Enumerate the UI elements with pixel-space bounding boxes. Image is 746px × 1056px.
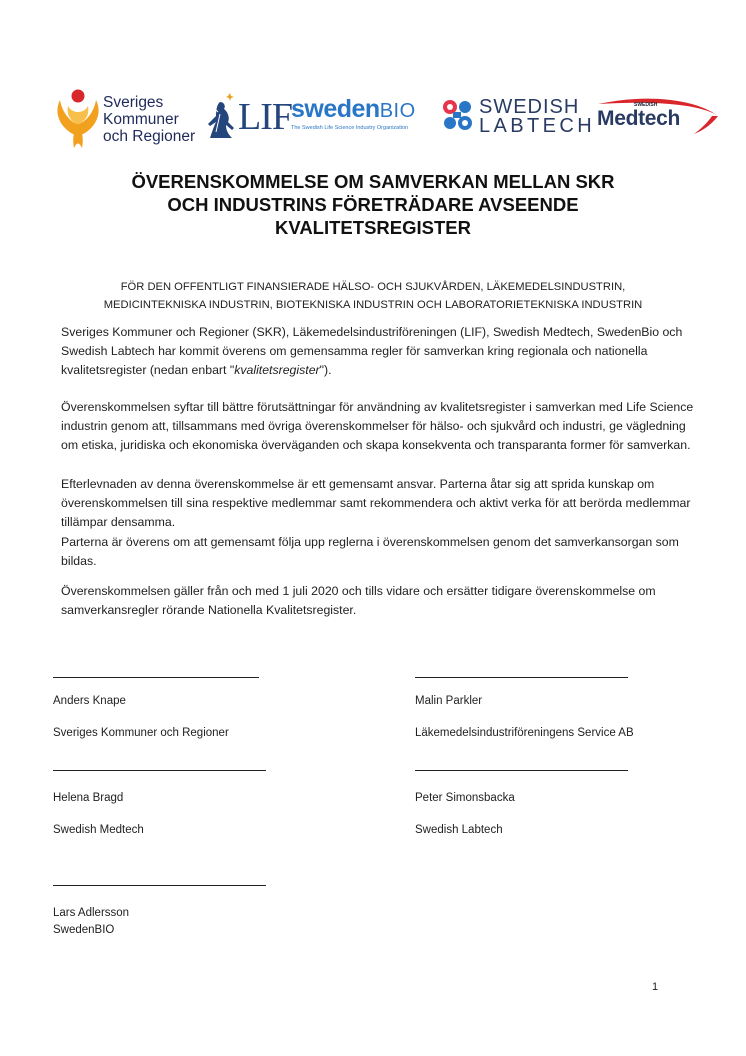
document-title	[60, 170, 686, 239]
skr-logo-line2: Kommuner	[103, 111, 179, 128]
signature-line-5	[53, 885, 266, 886]
title-line-1: ÖVERENSKOMMELSE OM SAMVERKAN MELLAN SKR	[131, 171, 615, 192]
paragraph-purpose: Överenskommelsen syftar till bättre förutsättningar för användning av kvalitetsregister i samverkan med Life Science industrin genom att, tillsammans med övriga överenskommelser för hälso- och sjukvård och industri, ge vägledning om etiska, juridiska och ekonomiska överväganden och skapa konsekventa och transparanta former för samverkan.	[61, 400, 694, 453]
signatory-org-5: SwedenBIO	[53, 924, 115, 936]
signature-line-1	[53, 677, 259, 678]
page-number: 1	[652, 981, 659, 993]
signatory-name-4: Peter Simonsbacka	[415, 792, 515, 804]
medtech-logo-small: SWEDISH	[634, 102, 658, 108]
paragraph-parties-text: Sveriges Kommuner och Regioner (SKR), Läkemedelsindustriföreningen (LIF), Swedish Medtech, SwedenBio och Swedish Labtech har kommit överens om gemensamma regler för samverkan kring regionala och nationella kvalitetsregister (nedan enbart "	[61, 325, 683, 378]
signatory-org-1: Sveriges Kommuner och Regioner	[53, 727, 229, 739]
paragraph-compliance: Efterlevnaden av denna överenskommelse är ett gemensamt ansvar. Parterna åtar sig att sprida kunskap om överenskommelsen till sina respektive medlemmar samt rekommendera och aktivt verka för att berörda medlemmar tillämpar densamma.	[61, 477, 691, 530]
signatory-name-1: Anders Knape	[53, 695, 126, 707]
swedish-labtech-logo	[441, 96, 596, 138]
lif-logo	[206, 92, 292, 142]
paragraph-parties-emphasis: kvalitetsregister	[234, 363, 320, 378]
lif-logo-text: LIF	[238, 96, 292, 138]
signatory-org-3: Swedish Medtech	[53, 824, 144, 836]
labtech-molecule-icon	[441, 98, 475, 134]
signatory-name-2: Malin Parkler	[415, 695, 483, 707]
signature-line-3	[53, 770, 266, 771]
document-subtitle	[52, 278, 694, 314]
swedish-medtech-logo	[594, 96, 720, 136]
skr-logo-line1: Sveriges	[103, 94, 164, 111]
swedenbio-logo-suffix: BIO	[379, 100, 416, 122]
swedenbio-logo-tagline: The Swedish Life Science Industry Organization	[291, 125, 409, 131]
logo-row	[54, 86, 720, 152]
skr-emblem-icon	[54, 86, 102, 152]
subtitle-line-2: MEDICINTEKNISKA INDUSTRIN, BIOTEKNISKA INDUSTRIN OCH LABORATORIETEKNISKA INDUSTRIN	[103, 299, 643, 311]
signatory-name-3: Helena Bragd	[53, 792, 124, 804]
paragraph-parties	[61, 323, 701, 381]
signatory-org-2: Läkemedelsindustriföreningens Service AB	[415, 727, 634, 739]
signatory-name-5: Lars Adlersson	[53, 907, 130, 919]
medtech-logo-main: Medtech	[597, 107, 681, 130]
signature-line-2	[415, 677, 628, 678]
lif-figure-icon	[206, 92, 240, 142]
paragraph-parties-end: ").	[319, 363, 332, 378]
skr-logo-line3: och Regioner	[103, 128, 196, 145]
title-line-2: OCH INDUSTRINS FÖRETRÄDARE AVSEENDE	[167, 194, 579, 215]
swedenbio-logo-main: sweden	[291, 95, 380, 123]
title-line-3: KVALITETSREGISTER	[275, 217, 471, 238]
signature-line-4	[415, 770, 628, 771]
paragraph-validity: Överenskommelsen gäller från och med 1 juli 2020 och tills vidare och ersätter tidigare överenskommelse om samverkansregler rörande Nationella Kvalitetsregister.	[61, 584, 656, 618]
labtech-logo-line2: LABTECH	[479, 115, 596, 137]
paragraph-followup: Parterna är överens om att gemensamt följa upp reglerna i överenskommelsen genom det samverkansorgan som bildas.	[61, 535, 679, 569]
labtech-logo-line1: SWEDISH	[479, 96, 580, 118]
signatory-org-4: Swedish Labtech	[415, 824, 503, 836]
skr-logo	[54, 86, 204, 152]
subtitle-line-1: FÖR DEN OFFENTLIGT FINANSIERADE HÄLSO- OCH SJUKVÅRDEN, LÄKEMEDELSINDUSTRIN,	[120, 281, 626, 293]
swedenbio-logo	[291, 96, 431, 144]
